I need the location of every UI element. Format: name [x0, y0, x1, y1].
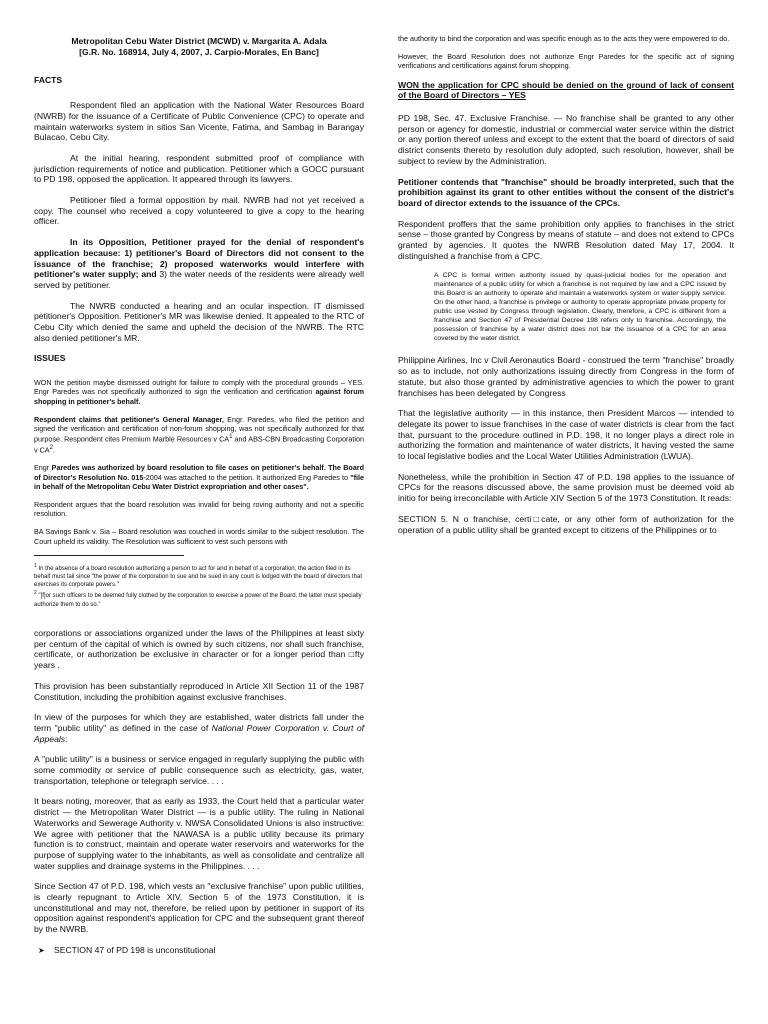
issue-2-heading: WON the application for CPC should be denied on the ground of lack of consent of the Board of Directors – YES	[398, 79, 734, 101]
constitution-section5-text: SECTION 5. N o franchise, certi□cate, or any other form of authorization for the operation of a public utility shall be granted except to citizens of the Philippines or to	[398, 513, 734, 535]
pal-v-cab-paragraph: Philippine Airlines, Inc v Civil Aeronautics Board - construed the term "franchise" broadly so as to include, not only authorizations issuing directly from Congress in the form of statute, but also those granted by administrative agencies to which the power to grant franchises has been delegated by Congress	[398, 355, 734, 398]
facts-paragraph-1: Respondent filed an application with the National Water Resources Board (NWRB) for the issuance of a Certificate of Public Convenience (CPC) to operate and maintain waterworks system in sitios San Vicente, Fatima, and Sambag in Barangay Bulacao, Cebu City.	[34, 100, 364, 143]
case-title-line1: Metropolitan Cebu Water District (MCWD) v. Margarita A. Adala	[71, 36, 327, 46]
bottom-paragraph-2: This provision has been substantially reproduced in Article XII Section 11 of the 1987 Constitution, including the prohibition against exclusive franchises.	[34, 680, 364, 702]
arrowhead-bullet-icon: ➤	[38, 945, 45, 955]
right-paragraph-2: However, the Board Resolution does not authorize Engr Paredes for the specific act of signing verifications and certifications against forum shopping.	[398, 52, 734, 71]
case-title	[34, 36, 364, 57]
facts-heading: FACTS	[34, 75, 63, 86]
footnote-1: $^1$ In the absence of a board resolution authorizing a person to act for and in behalf of a corporation, the action filed in its behalf must fail since "the power of the corporation to sue and be sued in any court is lodged with the board of directors that exercises its corporate powers."	[34, 562, 362, 589]
respondent-argument: Respondent proffers that the same prohibition only applies to franchises in the strict sense – those granted by Congress by means of statute – and does not extend to CPCs granted by agencies. It quotes the NWRB Resolution dated May 17, 2004. It distinguished a franchise from a CPC.	[398, 218, 734, 261]
issue-paragraph-4: Respondent argues that the board resolution was invalid for being roving authority and not a specific resolution.	[34, 499, 364, 519]
issue-paragraph-1: WON the petition maybe dismissed outright for failure to comply with the procedural grounds – YES. Engr Paredes was not specifically authorized to sign the verification and certification against forum shopping in petitioner's behalf.	[34, 378, 365, 406]
footnote-ref-1: 1	[229, 434, 233, 441]
case-title-line2: [G.R. No. 168914, July 4, 2007, J. Carpio-Morales, En Banc]	[79, 46, 319, 57]
pd198-section47-text: PD 198, Sec. 47. Exclusive Franchise. — No franchise shall be granted to any other person or agency for domestic, industrial or commercial water service within the district or any portion thereof unless and except to the extent that the board of directors of said district consents thereto by resolution duly adopted, such resolution, however, shall be subject to review by the Administration.	[398, 113, 734, 166]
bottom-paragraph-3: In view of the purposes for which they are established, water districts fall under the term "public utility" as defined in the case of National Power Corporation v. Court of Appeals:	[34, 712, 364, 744]
legislative-authority-paragraph: That the legislative authority — in this instance, then President Marcos — intended to delegate its power to issue franchises in the case of water districts is clear from the fact that, pursuant to the procedure outlined in P.D. 198, it no longer plays a direct role in authorizing the formation and maintenance of water districts, it having vested the same to local legislative bodies and the Local Water Utilities Administration (LWUA).	[398, 408, 734, 462]
bottom-paragraph-1: corporations or associations organized under the laws of the Philippines at least sixty per centum of the capital of which is owned by such citizens, nor shall such franchise, certificate, or authorization be exclusive in character or for a longer period than □fty years .	[34, 628, 364, 671]
facts-paragraph-3: Petitioner filed a formal opposition by mail. NWRB had not yet received a copy. The counsel who received a copy volunteered to give a copy to the hearing officer.	[34, 195, 364, 227]
issue-paragraph-5: BA Savings Bank v. Sia – Board resolution was couched in words similar to the subject resolution. The Court upheld its validity. The Resolution was sufficient to vest such persons with	[34, 527, 364, 546]
bottom-paragraph-6: Since Section 47 of P.D. 198, which vests an "exclusive franchise" upon public utilities, is clearly repugnant to Article XIV, Section 5 of the 1973 Constitution, it is unconstitutional and may not, therefore, be relied upon by petitioner in support of its opposition against respondent's application for CPC and the subsequent grant thereof by the NWRB.	[34, 881, 364, 935]
conclusion-bullet	[38, 945, 364, 957]
bottom-column	[34, 628, 364, 957]
issue-paragraph-3: Engr Paredes was authorized by board resolution to file cases on petitioner's behalf. The Board of Director's Resolution No. 015-2004 was attached to the petition. It authorized Eng Paredes to "file in behalf of the Metropolitan Cebu Water District expropriation and other cases".	[34, 463, 364, 491]
right-paragraph-1: the authority to bind the corporation and was specific enough as to the acts they were empowered to do.	[398, 34, 730, 43]
facts-paragraph-2: At the initial hearing, respondent submitted proof of compliance with jurisdiction requirements of notice and publication. Petitioner which a GOCC pursuant to PD 198, opposed the application. It appeared through its lawyers.	[34, 152, 364, 185]
footnote-ref-2: 2	[49, 444, 53, 451]
facts-paragraph-4: In its Opposition, Petitioner prayed for the denial of respondent's application because: 1) petitioner's Board of Directors did not consent to the issuance of the franchise; 2) proposed waterworks would interfere with petitioner's water supply; and 3) the water needs of the residents were already well served by petitioner.	[34, 237, 364, 290]
petitioner-contention: Petitioner contends that "franchise" should be broadly interpreted, such that the prohibition against its grant to other entities without the consent of the district's board of director extends to the issuance of the CPCs.	[398, 176, 734, 208]
bottom-paragraph-4: A "public utility" is a business or service engaged in regularly supplying the public with some commodity or service of public consequence such as electricity, gas, water, transportation, telephone or telegraph service. . . .	[34, 754, 364, 786]
footnote-2: $^2$ "[f]or such officers to be deemed fully clothed by the corporation to exercise a power of the Board, the latter must specially authorize them to do so."	[34, 590, 362, 608]
right-column	[398, 34, 734, 545]
footnote-divider	[34, 555, 184, 556]
left-column	[34, 36, 364, 609]
bottom-paragraph-5: It bears noting, moreover, that as early as 1933, the Court held that a particular water district — the Metropolitan Water District — is a public utility. The ruling in National Waterworks and Sewerage Authority v. NWSA Consolidated Unions is also instructive: We agree with petitioner that the NAWASA is a public utility because its primary function is to construct, maintain and operate water reservoirs and waterworks for the purpose of supplying water to the inhabitants, as well as consolidate and centralize all water supplies and drainage systems in the Philippines. . . .	[34, 796, 364, 871]
facts-paragraph-5: The NWRB conducted a hearing and an ocular inspection. IT dismissed petitioner's Opposition. Petitioner's MR was likewise denied. It appealed to the RTC of Cebu City which denied the same and upheld the decision of the NWRB. The RTC also denied petitioner's MR.	[34, 300, 364, 343]
nonetheless-paragraph: Nonetheless, while the prohibition in Section 47 of P.D. 198 applies to the issuance of CPCs for the reasons discussed above, the same provision must be deemed void ab initio for being irreconcilable with Article XIV Section 5 of the 1973 Constitution. It reads:	[398, 471, 734, 504]
nwrb-resolution-quote: A CPC is formal written authority issued by quasi-judicial bodies for the operation and maintenance of a public utility for which a franchise is not required by law and a CPC issued by this Board is an authority to operate and maintain a waterworks system or water supply service. On the other hand, a franchise is privilege or authority to operate appropriate private property for public use vested by Congress through legislation. Clearly, therefore, a CPC is different from a franchise and Section 47 of Presidential Decree 198 refers only to franchise. Accordingly, the possession of franchise by a water district does not bar the issuance of a CPC for an area covered by the water district.	[434, 272, 726, 343]
conclusion-bullet-text: SECTION 47 of PD 198 is unconstitutional	[54, 944, 216, 955]
issue-paragraph-2: Respondent claims that petitioner's General Manager, Engr. Paredes, who filed the petition and signed the verification and certification of non-forum shopping, was not specifically authorized for that purpose. Respondent cites Premium Marble Resources v $CA^1$ and ABS-CBN Broadcasting Corporation v $CA^2$.	[34, 414, 364, 455]
issues-heading: ISSUES	[34, 353, 66, 364]
